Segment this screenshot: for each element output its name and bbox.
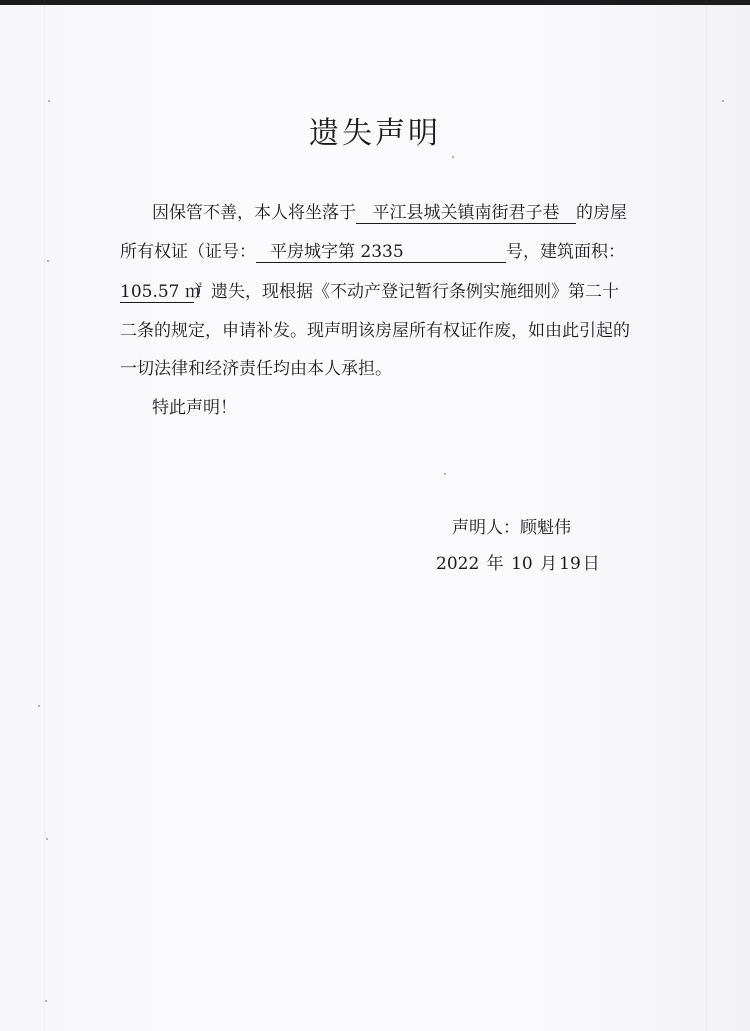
property-location-field: 平江县城关镇南街君子巷 <box>356 203 576 224</box>
body-line-5: 一切法律和经济责任均由本人承担。 <box>120 359 392 379</box>
scan-speck <box>452 156 454 158</box>
body-text: 的房屋 <box>576 203 627 223</box>
scan-speck <box>444 473 446 475</box>
date-month: 10 <box>511 554 533 574</box>
body-text: 号，建筑面积： <box>506 242 625 262</box>
body-text: 因保管不善，本人将坐落于 <box>152 203 356 223</box>
scan-speck <box>47 260 49 262</box>
declaration-date <box>436 549 602 574</box>
scan-top-edge <box>0 0 750 5</box>
paper-edge-shadow <box>44 0 45 1031</box>
scan-speck <box>45 1000 47 1002</box>
scan-speck <box>48 100 50 102</box>
building-area-field: 105.57 ㎡ <box>120 282 202 302</box>
paper-edge-shadow <box>706 0 707 1031</box>
date-month-unit: 月 <box>540 554 558 574</box>
scan-speck <box>722 100 724 102</box>
closing-statement: 特此声明！ <box>152 398 237 418</box>
body-line-2 <box>120 242 625 263</box>
date-year: 2022 <box>436 554 480 574</box>
body-line-3 <box>120 282 619 303</box>
scan-speck <box>38 705 40 707</box>
body-line-1 <box>152 203 627 224</box>
date-day: 19 <box>559 554 581 574</box>
document-title: 遗失声明 <box>309 116 441 151</box>
scan-speck <box>46 838 48 840</box>
date-year-unit: 年 <box>486 554 504 574</box>
declarant-signature: 声明人：顾魁伟 <box>452 518 571 538</box>
certificate-number-field: 平房城字第 2335 <box>256 242 506 263</box>
body-text: ）遗失，现根据《不动产登记暂行条例实施细则》第二十 <box>194 282 619 302</box>
body-line-4: 二条的规定，申请补发。现声明该房屋所有权证作废，如由此引起的 <box>120 321 630 341</box>
body-text: 所有权证（证号： <box>120 242 256 262</box>
date-day-unit: 日 <box>582 554 600 574</box>
